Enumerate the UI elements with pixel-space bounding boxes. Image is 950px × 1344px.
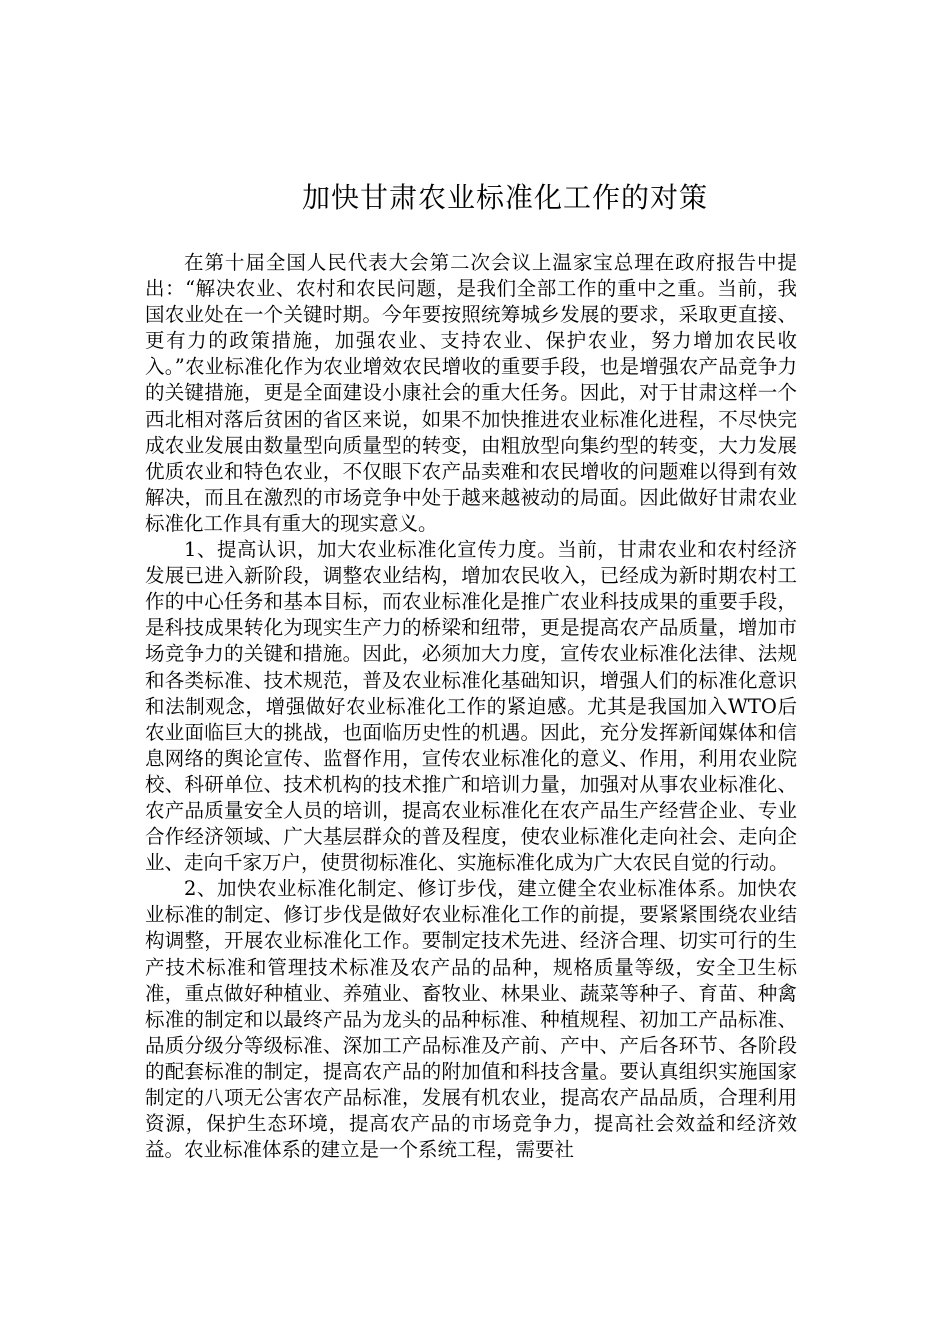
- document-title: 加快甘肃农业标准化工作的对策: [301, 181, 708, 214]
- document-body: [145, 250, 797, 1163]
- paragraph-section-1: 1、提高认识，加大农业标准化宣传力度。当前，甘肃农业和农村经济发展已进入新阶段，调整农业结构，增加农民收入，已经成为新时期农村工作的中心任务和基本目标，而农业标准化是推广农业科技成果的重要手段，是科技成果转化为现实生产力的桥梁和纽带，更是提高农产品质量，增加市场竞争力的关键和措施。因此，必须加大力度，宣传农业标准化法律、法规和各类标准、技术规范，普及农业标准化基础知识，增强人们的标准化意识和法制观念，增强做好农业标准化工作的紧迫感。尤其是我国加入WTO后农业面临巨大的挑战，也面临历史性的机遇。因此，充分发挥新闻媒体和信息网络的舆论宣传、监督作用，宣传农业标准化的意义、作用，利用农业院校、科研单位、技术机构的技术推广和培训力量，加强对从事农业标准化、农产品质量安全人员的培训，提高农业标准化在农产品生产经营企业、专业合作经济领域、广大基层群众的普及程度，使农业标准化走向社会、走向企业、走向千家万户，使贯彻标准化、实施标准化成为广大农民自觉的行动。: [145, 538, 797, 875]
- paragraph-intro: 在第十届全国人民代表大会第二次会议上温家宝总理在政府报告中提出：“解决农业、农村和农民问题，是我们全部工作的重中之重。当前，我国农业处在一个关键时期。今年要按照统筹城乡发展的要求，采取更直接、更有力的政策措施，加强农业、支持农业、保护农业，努力增加农民收入。”农业标准化作为农业增效农民增收的重要手段，也是增强农产品竞争力的关键措施，更是全面建设小康社会的重大任务。因此，对于甘肃这样一个西北相对落后贫困的省区来说，如果不加快推进农业标准化进程，不尽快完成农业发展由数量型向质量型的转变，由粗放型向集约型的转变，大力发展优质农业和特色农业，不仅眼下农产品卖难和农民增收的问题难以得到有效解决，而且在激烈的市场竞争中处于越来越被动的局面。因此做好甘肃农业标准化工作具有重大的现实意义。: [145, 251, 797, 535]
- paragraph-section-2: 2、加快农业标准化制定、修订步伐，建立健全农业标准体系。加快农业标准的制定、修订步伐是做好农业标准化工作的前提，要紧紧围绕农业结构调整，开展农业标准化工作。要制定技术先进、经济合理、切实可行的生产技术标准和管理技术标准及农产品的品种，规格质量等级，安全卫生标准，重点做好种植业、养殖业、畜牧业、林果业、蔬菜等种子、育苗、种禽标准的制定和以最终产品为龙头的品种标准、种植规程、初加工产品标准、品质分级分等级标准、深加工产品标准及产前、产中、产后各环节、各阶段的配套标准的制定，提高农产品的附加值和科技含量。要认真组织实施国家制定的八项无公害农产品标准，发展有机农业，提高农产品品质，合理利用资源，保护生态环境，提高农产品的市场竞争力，提高社会效益和经济效益。农业标准体系的建立是一个系统工程，需要社: [145, 877, 797, 1162]
